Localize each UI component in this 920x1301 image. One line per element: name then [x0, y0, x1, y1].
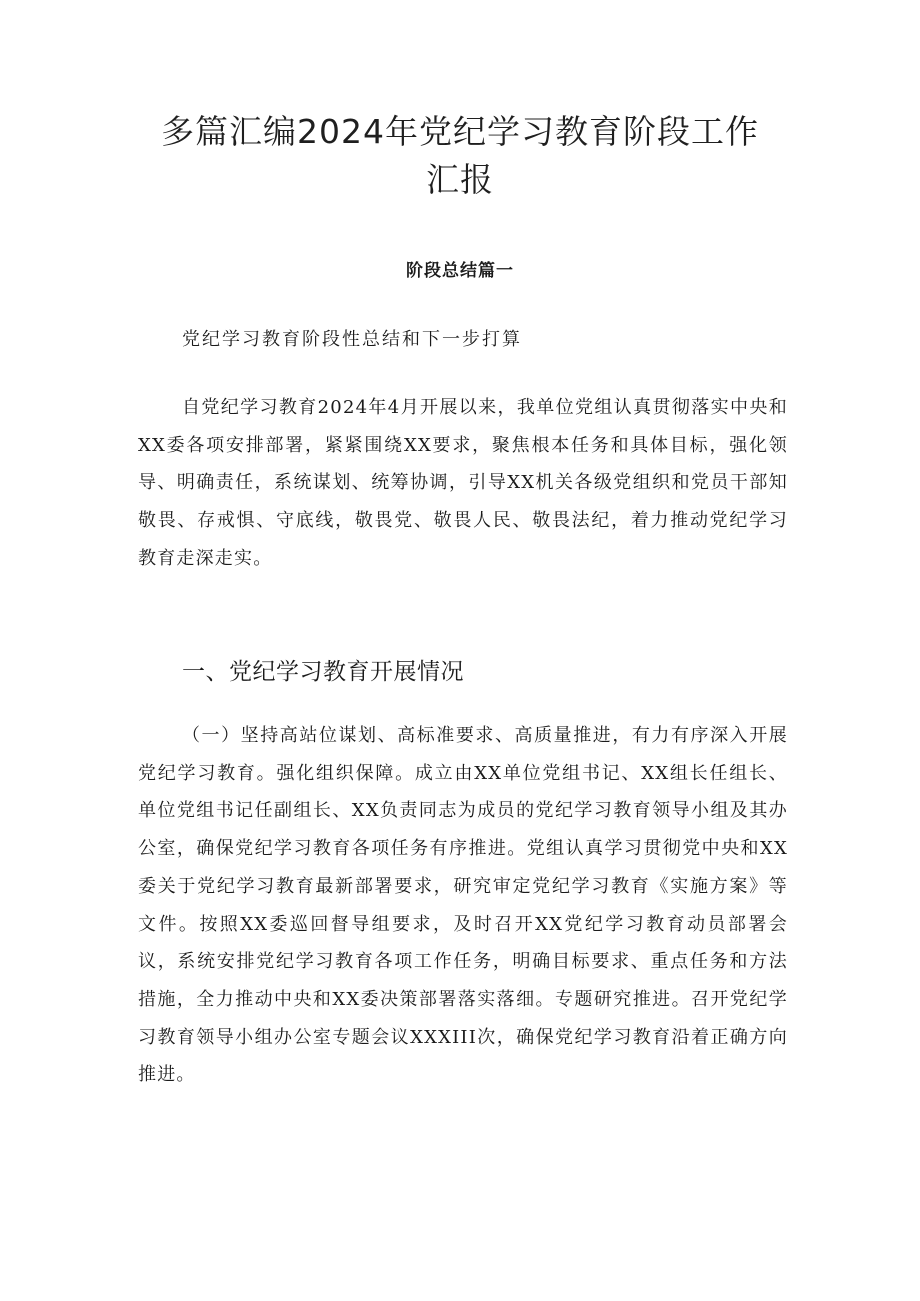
document-subtitle: 党纪学习教育阶段性总结和下一步打算 — [182, 329, 522, 350]
intro-paragraph: 自党纪学习教育2024年4月开展以来，我单位党组认真贯彻落实中央和XX委各项安排部署，紧紧围绕XX要求，聚焦根本任务和具体目标，强化领导、明确责任，系统谋划、统筹协调，引导XX机关各级党组织和党员干部知敬畏、存戒惧、守底线，敬畏党、敬畏人民、敬畏法纪，着力推动党纪学习教育走深走实。 — [138, 397, 788, 569]
section-title: 阶段总结篇一 — [406, 261, 514, 281]
document-title: 多篇汇编2024年党纪学习教育阶段工作汇报 — [161, 112, 759, 199]
body-paragraph: （一）坚持高站位谋划、高标准要求、高质量推进，有力有序深入开展党纪学习教育。强化组织保障。成立由XX单位党组书记、XX组长任组长、单位党组书记任副组长、XX负责同志为成员的党纪学习教育领导小组及其办公室，确保党纪学习教育各项任务有序推进。党组认真学习贯彻党中央和XX委关于党纪学习教育最新部署要求，研究审定党纪学习教育《实施方案》等文件。按照XX委巡回督导组要求，及时召开XX党纪学习教育动员部署会议，系统安排党纪学习教育各项工作任务，明确目标要求、重点任务和方法措施，全力推动中央和XX委决策部署落实落细。专题研究推进。召开党纪学习教育领导小组办公室专题会议XXXIII次，确保党纪学习教育沿着正确方向推进。 — [138, 725, 788, 1086]
heading-level-one: 一、党纪学习教育开展情况 — [182, 659, 464, 685]
